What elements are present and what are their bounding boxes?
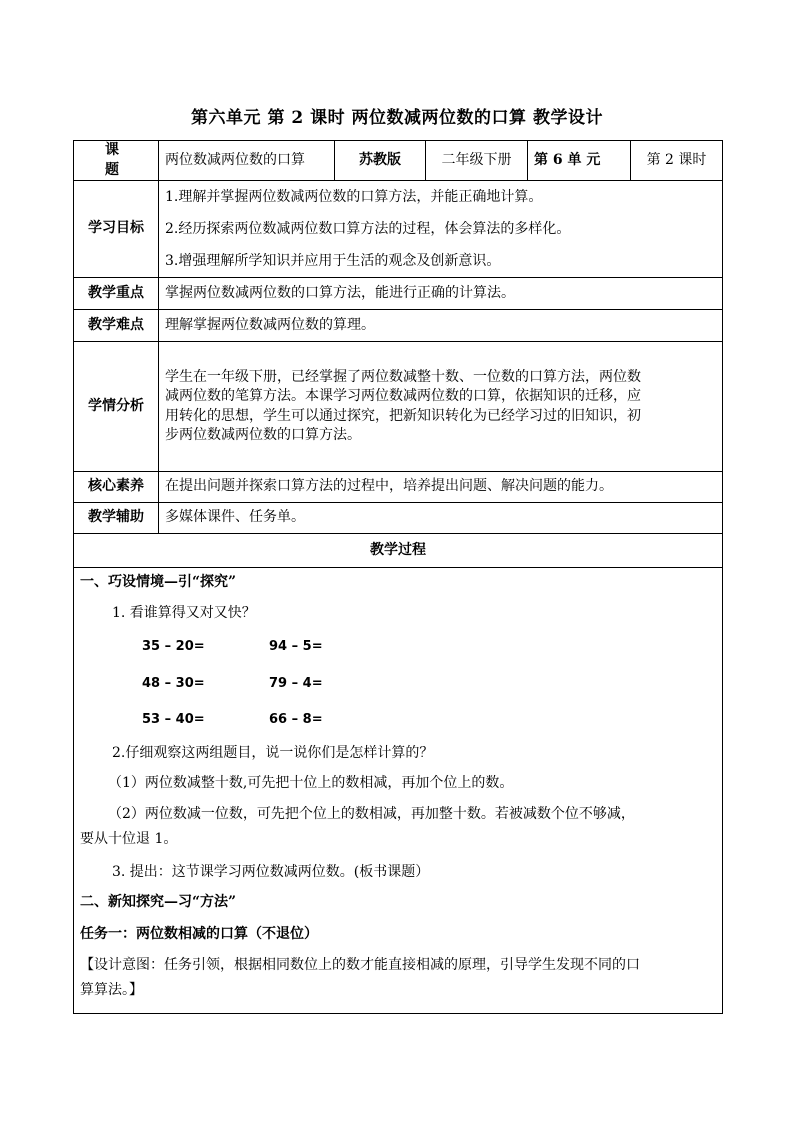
method-1: （1）两位数减整十数,可先把十位上的数相减，再加个位上的数。 bbox=[108, 775, 514, 792]
literacy-row bbox=[74, 472, 723, 503]
process-heading: 教学过程 bbox=[74, 534, 723, 568]
key-point-label: 教学重点 bbox=[74, 278, 159, 310]
topic-label: 课 题 bbox=[74, 141, 159, 181]
analysis-text bbox=[159, 342, 723, 472]
process-heading-row bbox=[74, 534, 723, 568]
aids-text: 多媒体课件、任务单。 bbox=[159, 503, 723, 534]
key-point-text: 掌握两位数减两位数的口算方法，能进行正确的计算法。 bbox=[159, 278, 723, 310]
lesson-number: 第 2 课时 bbox=[631, 141, 723, 181]
task-heading: 任务一：两位数相减的口算（不退位） bbox=[80, 926, 318, 943]
design-intent: 【设计意图：任务引领，根据相同数位上的数才能直接相减的原理，引导学生发现不同的口 bbox=[80, 957, 640, 974]
goal-item: 2.经历探索两位数减两位数口算方法的过程，体会算法的多样化。 bbox=[165, 221, 571, 238]
equation: 94 – 5= bbox=[269, 639, 323, 655]
difficulty-row bbox=[74, 310, 723, 342]
topic-value: 两位数减两位数的口算 bbox=[159, 141, 335, 181]
aids-label: 教学辅助 bbox=[74, 503, 159, 534]
process-content bbox=[74, 568, 723, 1014]
analysis-line: 学生在一年级下册，已经掌握了两位数减整十数、一位数的口算方法，两位数 bbox=[165, 368, 641, 385]
header-row bbox=[74, 141, 723, 181]
goals-row bbox=[74, 181, 723, 278]
analysis-line: 减两位数的笔算方法。本课学习两位数减两位数的口算，依据知识的迁移，应 bbox=[165, 388, 641, 405]
goals-list bbox=[159, 181, 723, 278]
analysis-line: 用转化的思想，学生可以通过探究，把新知识转化为已经学习过的旧知识，初 bbox=[165, 407, 641, 424]
method-2: （2）两位数减一位数，可先把个位上的数相减，再加整十数。若被减数个位不够减， bbox=[108, 806, 635, 823]
equation: 35 – 20= bbox=[142, 639, 205, 655]
equation: 48 – 30= bbox=[142, 676, 205, 692]
process-row bbox=[74, 568, 723, 1014]
analysis-row bbox=[74, 342, 723, 472]
difficulty-label: 教学难点 bbox=[74, 310, 159, 342]
unit: 第 6 单 元 bbox=[528, 141, 631, 181]
literacy-text: 在提出问题并探索口算方法的过程中，培养提出问题、解决问题的能力。 bbox=[159, 472, 723, 503]
question-3: 3. 提出：这节课学习两位数减两位数。(板书课题） bbox=[112, 864, 430, 881]
question-2: 2.仔细观察这两组题目，说一说你们是怎样计算的？ bbox=[112, 745, 434, 762]
section-heading: 一、巧设情境—引“探究” bbox=[80, 574, 237, 591]
literacy-label: 核心素养 bbox=[74, 472, 159, 503]
key-point-row bbox=[74, 278, 723, 310]
publisher: 苏教版 bbox=[335, 141, 426, 181]
lesson-plan-table bbox=[73, 140, 723, 1014]
difficulty-text: 理解掌握两位数减两位数的算理。 bbox=[159, 310, 723, 342]
goal-item: 3.增强理解所学知识并应用于生活的观念及创新意识。 bbox=[165, 253, 501, 270]
analysis-line: 步两位数减两位数的口算方法。 bbox=[165, 427, 361, 444]
goals-label: 学习目标 bbox=[74, 181, 159, 278]
page-title: 第六单元 第 2 课时 两位数减两位数的口算 教学设计 bbox=[191, 108, 603, 128]
method-2-continued: 要从十位退 1。 bbox=[80, 831, 178, 848]
section-heading: 二、新知探究—习“方法” bbox=[80, 894, 237, 911]
analysis-label: 学情分析 bbox=[74, 342, 159, 472]
equation: 79 – 4= bbox=[269, 676, 323, 692]
grade: 二年级下册 bbox=[426, 141, 528, 181]
design-intent-continued: 算算法。】 bbox=[80, 982, 143, 999]
equation: 66 – 8= bbox=[269, 712, 323, 728]
question-1: 1. 看谁算得又对又快？ bbox=[112, 605, 256, 622]
goal-item: 1.理解并掌握两位数减两位数的口算方法，并能正确地计算。 bbox=[165, 189, 543, 206]
aids-row bbox=[74, 503, 723, 534]
equation: 53 – 40= bbox=[142, 712, 205, 728]
